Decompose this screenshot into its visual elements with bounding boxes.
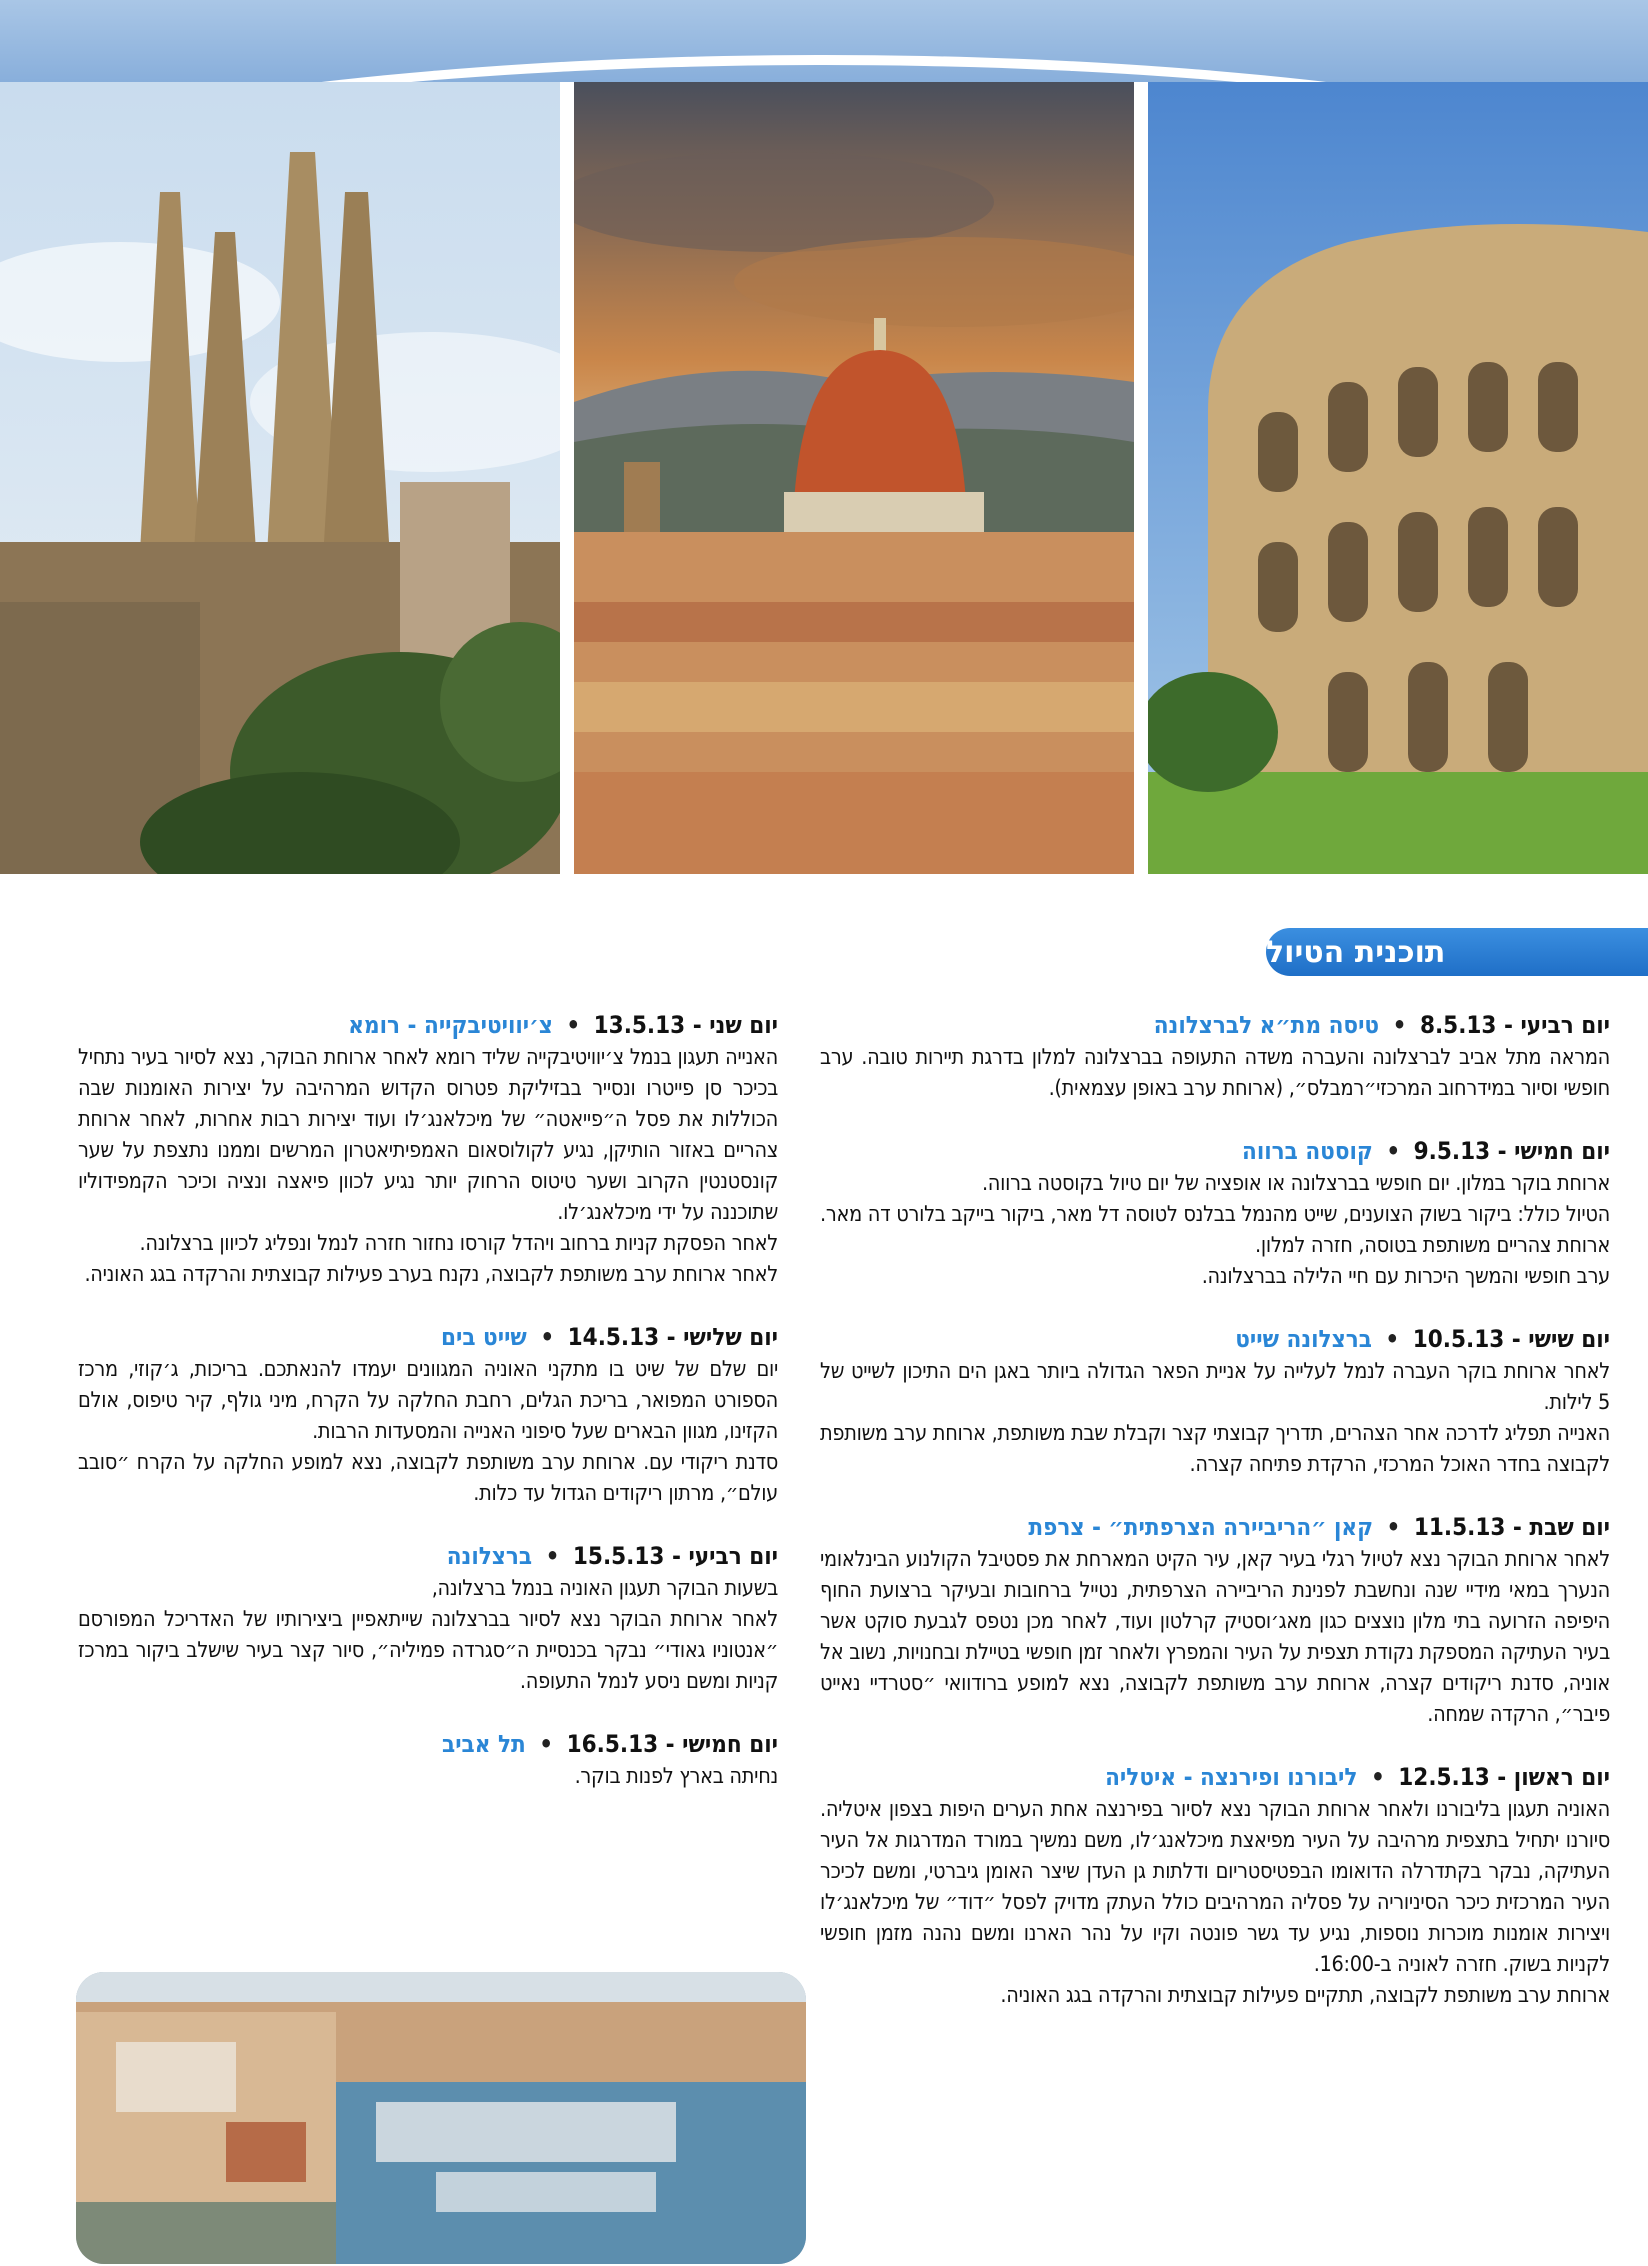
day-title: קאן ״הריביירה הצרפתית״ - צרפת (1028, 1513, 1374, 1541)
sagrada-familia-photo (0, 82, 560, 874)
day-name: יום רביעי (688, 1542, 778, 1570)
day-paragraph: לאחר הפסקת קניות ברחוב ויהדל קורסו נחזור חזרה לנמל ונפליג לכיוון ברצלונה. (139, 1231, 778, 1256)
day-name: יום שישי (1528, 1325, 1610, 1353)
itinerary-column-right (820, 1010, 1610, 2043)
bullet-icon: • (1385, 1325, 1400, 1353)
bullet-icon: • (545, 1542, 560, 1570)
day-title: קוסטה ברווה (1242, 1137, 1373, 1165)
day-title: ברצלונה (446, 1542, 533, 1570)
day-name: יום חמישי (1514, 1137, 1610, 1165)
day-heading: יום רביעי - 15.5.13 • ברצלונה (446, 1542, 778, 1570)
day-paragraph: הטיול כולל: ביקור בשוק הצוענים, שייט מהנמל בבלנס לטוסה דל מאר, ביקור בייקב בלורט דה מאר. ארוחת צהריים משותפת בטוסה, חזרה למלון. (820, 1202, 1610, 1258)
day-paragraph: ארוחת ערב משותפת לקבוצה, תתקיים פעילות קבוצתית והרקדה בגג האוניה. (1000, 1983, 1610, 2008)
itinerary-title: תוכנית הטיול (1266, 934, 1446, 970)
day-heading: יום שישי - 10.5.13 • ברצלונה שייט (1235, 1325, 1610, 1353)
day-block (820, 1136, 1610, 1292)
day-title: טיסה מת״א לברצלונה (1153, 1011, 1380, 1039)
bullet-icon: • (1392, 1011, 1407, 1039)
day-description (820, 1544, 1610, 1730)
day-name: יום שלישי (683, 1323, 778, 1351)
day-date: 14.5.13 (567, 1323, 660, 1351)
day-title: שייט בים (440, 1323, 527, 1351)
day-date: 16.5.13 (566, 1730, 659, 1758)
day-date: 13.5.13 (593, 1011, 686, 1039)
day-date: 8.5.13 (1419, 1011, 1497, 1039)
day-name: יום שני (709, 1011, 778, 1039)
day-date: 12.5.13 (1398, 1763, 1490, 1791)
day-paragraph: סדנת ריקודי עם. ארוחת ערב משותפת לקבוצה, נצא למופע החלקה על הקרח ״סובב עולם״, מרתון ריקודים הגדול עד כלות. (78, 1450, 778, 1506)
day-description (78, 1573, 778, 1697)
bullet-icon: • (1386, 1137, 1401, 1165)
day-description (78, 1761, 778, 1792)
day-title: ברצלונה שייט (1235, 1325, 1372, 1353)
bullet-icon: • (1386, 1513, 1401, 1541)
day-heading: יום שלישי - 14.5.13 • שייט בים (440, 1323, 778, 1351)
day-block (820, 1324, 1610, 1480)
day-heading: יום שני - 13.5.13 • צ׳יוויטיבקייה - רומא (348, 1011, 778, 1039)
bullet-icon: • (1370, 1763, 1385, 1791)
day-paragraph: יום שלם של שיט בו מתקני האוניה המגוונים יעמדו להנאתכם. בריכות, ג׳קוזי, מרכז הספורט המפואר, בריכת הגלים, רחבת החלקה על הקרח, מיני גולף, קיר טיפוס, אולם הקזינו, מגוון הבארים שעל סיפוני האנייה והמסעדות הרבות. (78, 1357, 778, 1444)
day-heading: יום חמישי - 16.5.13 • תל אביב (442, 1730, 778, 1758)
itinerary-banner (1266, 928, 1648, 976)
day-name: יום ראשון (1513, 1763, 1610, 1791)
day-name: יום רביעי (1520, 1011, 1610, 1039)
day-title: תל אביב (442, 1730, 526, 1758)
day-paragraph: בשעות הבוקר תעגון האוניה בנמל ברצלונה, (431, 1576, 778, 1601)
day-paragraph: האנייה תעגון בנמל צ׳יוויטיבקייה שליד רומא לאחר ארוחת הבוקר, נצא לסיור בעיר נתחיל בכיכר סן פייטרו ונסייר בבזיליקת פטרוס הקדוש המרהיבה על יצירות האומנות שבה הכוללות את פסל ה״פייאטה״ של מיכלאנג׳לו ועוד יצירות רבות אחרות, לאחר ארוחת צהריים באזור הותיקן, נגיע לקולוסאום האמפיתיאטרון המרשים וממנו נתצפת על שער קונסטנטין הקרוב ושער טיטוס הרחוק יותר נגיע לכוון פיאצה ונציה וכיכר הקמפידוליו שתוכננה על ידי מיכלאנג׳לו. (78, 1045, 778, 1225)
photo-row (0, 82, 1648, 874)
bullet-icon: • (540, 1323, 555, 1351)
day-name: יום שבת (1529, 1513, 1610, 1541)
colosseum-photo (1148, 82, 1648, 874)
day-heading: יום רביעי - 8.5.13 • טיסה מת״א לברצלונה (1153, 1011, 1610, 1039)
cannes-harbor-photo (76, 1972, 806, 2264)
day-paragraph: לאחר ארוחת הבוקר נצא לסיור בברצלונה שייתאפיין ביצירותיו של האדריכל המפורסם ״אנטוניו גאודי״ נבקר בכנסיית ה״סגרדה פמיליה״, סיור קצר בעיר שישלב ביקור במרכז קניות ומשם ניסע לנמל התעופה. (78, 1607, 778, 1694)
florence-duomo-photo (574, 82, 1134, 874)
day-block (820, 1512, 1610, 1730)
day-paragraph: האנייה תפליג לדרכה אחר הצהרים, תדריך קבוצתי קצר וקבלת שבת משותפת, ארוחת ערב משותפת לקבוצה בחדר האוכל המרכזי, הרקדת פתיחה קצרה. (820, 1421, 1610, 1477)
day-paragraph: המראה מתל אביב לברצלונה והעברה משדה התעופה בברצלונה למלון בדרגת תיירות טובה. ערב חופשי וסיור במידרחוב המרכזי״רמבלס״, (ארוחת ערב באופן עצמאית). (820, 1045, 1610, 1101)
day-description (78, 1042, 778, 1290)
day-paragraph: ארוחת בוקר במלון. יום חופשי בברצלונה או אופציה של יום טיול בקוסטה ברווה. (981, 1171, 1610, 1196)
day-block (78, 1729, 778, 1792)
day-paragraph: לאחר ארוחת בוקר העברה לנמל לעלייה על אניית הפאר הגדולה ביותר באגן הים התיכון לשייט של 5 לילות. (820, 1359, 1610, 1415)
day-block (78, 1010, 778, 1290)
day-paragraph: לאחר ארוחת ערב משותפת לקבוצה, נקנח בערב פעילות קבוצתית והרקדה בגג האוניה. (84, 1262, 778, 1287)
bullet-icon: • (566, 1011, 581, 1039)
day-block (820, 1762, 1610, 2011)
day-heading: יום חמישי - 9.5.13 • קוסטה ברווה (1242, 1137, 1610, 1165)
day-date: 9.5.13 (1413, 1137, 1491, 1165)
photo-divider (560, 82, 574, 874)
day-title: צ׳יוויטיבקייה - רומא (348, 1011, 553, 1039)
day-description (820, 1794, 1610, 2011)
day-name: יום חמישי (682, 1730, 778, 1758)
photo-divider (1134, 82, 1148, 874)
day-paragraph: לאחר ארוחת הבוקר נצא לטיול רגלי בעיר קאן, עיר הקיט המארחת את פסטיבל הקולנוע הבינלאומי הנערך במאי מידיי שנה ונחשבת לפנינת הריביירה הצרפתית, נטייל ברחובות ובעיקר ברצועת החוף היפיפה הזרועה בתי מלון נוצצים כגון מאג׳וסטיק קרלטון ועוד, לאחר מכן נטפס לגבעת סוקט אשר בעיר העתיקה המספקת נקודת תצפית על העיר והמפרץ ולאחר זמן חופשי בטיילת ובחנויות, נשוב אל אוניה, סדנת ריקודים קצרה, ארוחת ערב משותפת לקבוצה, נצא למופע ברודוואי ״סטרדיי נאייט פיבר״, הרקדה שמחה. (820, 1547, 1610, 1727)
day-paragraph: ערב חופשי והמשך היכרות עם חיי הלילה בברצלונה. (1201, 1264, 1610, 1289)
day-date: 10.5.13 (1412, 1325, 1505, 1353)
day-date: 15.5.13 (572, 1542, 665, 1570)
day-block (820, 1010, 1610, 1104)
day-date: 11.5.13 (1413, 1513, 1506, 1541)
day-description (820, 1356, 1610, 1480)
day-paragraph: נחיתה בארץ לפנות בוקר. (574, 1764, 778, 1789)
itinerary-column-left (78, 1010, 778, 1824)
day-title: ליבורנו ופירנצה - איטליה (1105, 1763, 1358, 1791)
day-heading: יום שבת - 11.5.13 • קאן ״הריביירה הצרפתית״ - צרפת (1028, 1513, 1610, 1541)
day-paragraph: האוניה תעגון בליבורנו ולאחר ארוחת הבוקר נצא לסיור בפירנצה אחת הערים היפות בצפון איטליה. סיורנו יתחיל בתצפית מרהיבה על העיר מפיאצת מיכלאנג׳לו, משם נמשיך במורד המדרגות אל העיר העתיקה, נבקר בקתדרלה הדואומו הבפטיסטריום ודלתות גן העדן שיצר האומן גיברטי, ומשם לכיכר העיר המרכזית כיכר הסיניוריה על פסליה המרהיבים כולל העתק מדויק לפסל ״דוד״ של מיכלאנג׳לו ויצירות אומנות מוכרות נוספות, נגיע עד גשר פונטה וקיו על נהר הארנו ומשם נהנה מזמן חופשי לקניות בשוק. חזרה לאוניה ב-16:00. (820, 1797, 1610, 1977)
day-description (820, 1168, 1610, 1292)
day-description (78, 1354, 778, 1509)
bullet-icon: • (539, 1730, 554, 1758)
day-block (78, 1322, 778, 1509)
day-heading: יום ראשון - 12.5.13 • ליבורנו ופירנצה - איטליה (1105, 1763, 1610, 1791)
day-description (820, 1042, 1610, 1104)
day-block (78, 1541, 778, 1697)
